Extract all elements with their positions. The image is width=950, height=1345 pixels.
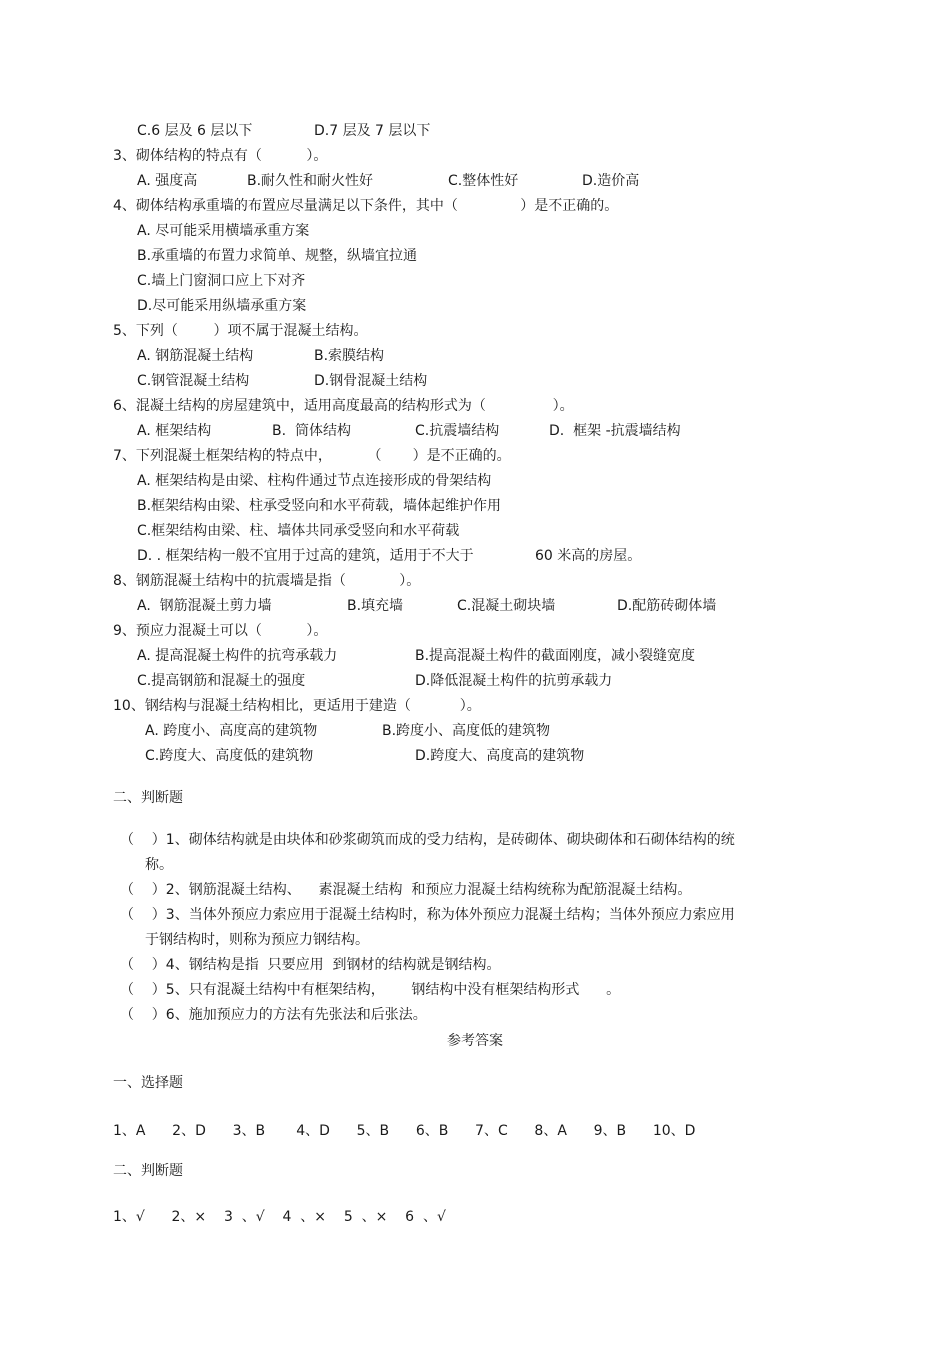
answers-tf-list: 1、√ 2、× 3 、√ 4 、× 5 、× 6 、√ [113,1209,446,1225]
q6-option-a: A. 框架结构 [137,423,212,439]
q3-stem: 3、砌体结构的特点有（ ）。 [113,148,328,164]
answers-section1-title: 一、选择题 [113,1075,183,1091]
q5-option-b: B.索膜结构 [314,348,385,364]
q6-option-b: B. 筒体结构 [272,423,351,439]
section2-title: 二、判断题 [113,790,183,806]
q6-option-d: D. 框架 -抗震墙结构 [549,423,681,439]
tf-item-6: （ ）6、施加预应力的方法有先张法和后张法。 [120,1007,427,1023]
q9-option-a: A. 提高混凝土构件的抗弯承载力 [137,648,338,664]
q5-stem: 5、下列（ ）项不属于混凝土结构。 [113,323,368,339]
q7-option-a: A. 框架结构是由梁、柱构件通过节点连接形成的骨架结构 [137,473,492,489]
q7-stem: 7、下列混凝土框架结构的特点中， （ ）是不正确的。 [113,448,511,464]
q6-stem: 6、混凝土结构的房屋建筑中，适用高度最高的结构形式为（ ）。 [113,398,574,414]
answers-section2-title: 二、判断题 [113,1163,183,1179]
q8-option-c: C.混凝土砌块墙 [457,598,556,614]
q8-option-a: A. 钢筋混凝土剪力墙 [137,598,272,614]
q9-stem: 9、预应力混凝土可以（ ）。 [113,623,328,639]
tf-item-3-continued: 于钢结构时，则称为预应力钢结构。 [145,932,369,948]
tf-item-5: （ ）5、只有混凝土结构中有框架结构， 钢结构中没有框架结构形式 。 [120,982,621,998]
q7-option-d-continued: 60 米高的房屋。 [535,548,642,564]
q4-option-c: C.墙上门窗洞口应上下对齐 [137,273,306,289]
q10-option-d: D.跨度大、高度高的建筑物 [415,748,585,764]
answers-choice-list: 1、A 2、D 3、B 4、D 5、B 6、B 7、C 8、A 9、B 10、D [113,1123,696,1139]
tf-item-1-continued: 称。 [145,857,173,873]
q2-option-c: C.6 层及 6 层以下 [137,123,253,139]
tf-item-2: （ ）2、钢筋混凝土结构、 素混凝土结构 和预应力混凝土结构统称为配筋混凝土结构。 [120,882,692,898]
q4-option-b: B.承重墙的布置力求简单、规整，纵墙宜拉通 [137,248,418,264]
q7-option-b: B.框架结构由梁、柱承受竖向和水平荷载，墙体起维护作用 [137,498,502,514]
q7-option-d: D. . 框架结构一般不宜用于过高的建筑，适用于不大于 [137,548,474,564]
tf-item-1: （ ）1、砌体结构就是由块体和砂浆砌筑而成的受力结构，是砖砌体、砌块砌体和石砌体结构的统 [120,832,735,848]
tf-item-4: （ ）4、钢结构是指 只要应用 到钢材的结构就是钢结构。 [120,957,501,973]
q9-option-c: C.提高钢筋和混凝土的强度 [137,673,306,689]
q5-option-d: D.钢骨混凝土结构 [314,373,428,389]
q6-option-c: C.抗震墙结构 [415,423,500,439]
q9-option-b: B.提高混凝土构件的截面刚度，减小裂缝宽度 [415,648,696,664]
q9-option-d: D.降低混凝土构件的抗剪承载力 [415,673,613,689]
q10-option-a: A. 跨度小、高度高的建筑物 [145,723,318,739]
q3-option-c: C.整体性好 [448,173,519,189]
tf-item-3: （ ）3、当体外预应力索应用于混凝土结构时，称为体外预应力混凝土结构；当体外预应力索应用 [120,907,735,923]
q4-option-d: D.尽可能采用纵墙承重方案 [137,298,307,314]
q3-option-b: B.耐久性和耐火性好 [247,173,374,189]
q5-option-a: A. 钢筋混凝土结构 [137,348,254,364]
answers-title: 参考答案 [447,1033,503,1049]
q8-option-b: B.填充墙 [347,598,404,614]
q2-option-d: D.7 层及 7 层以下 [314,123,431,139]
q8-stem: 8、钢筋混凝土结构中的抗震墙是指（ ）。 [113,573,421,589]
q10-stem: 10、钢结构与混凝土结构相比，更适用于建造（ ）。 [113,698,481,714]
q3-option-a: A. 强度高 [137,173,198,189]
q4-option-a: A. 尽可能采用横墙承重方案 [137,223,310,239]
q4-stem: 4、砌体结构承重墙的布置应尽量满足以下条件，其中（ ）是不正确的。 [113,198,619,214]
q3-option-d: D.造价高 [582,173,640,189]
q7-option-c: C.框架结构由梁、柱、墙体共同承受竖向和水平荷载 [137,523,460,539]
q5-option-c: C.钢管混凝土结构 [137,373,250,389]
q10-option-b: B.跨度小、高度低的建筑物 [382,723,551,739]
q10-option-c: C.跨度大、高度低的建筑物 [145,748,314,764]
q8-option-d: D.配筋砖砌体墙 [617,598,717,614]
